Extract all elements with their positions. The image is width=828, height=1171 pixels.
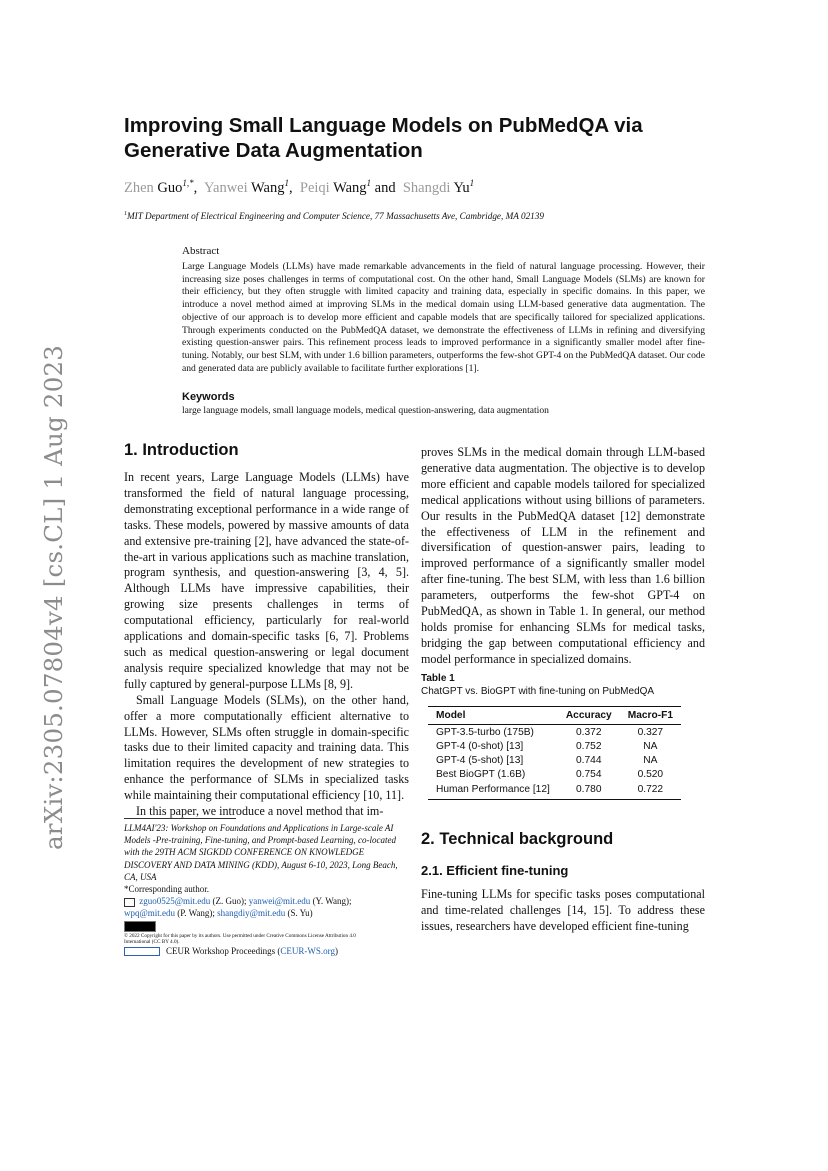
corresponding-author-note: *Corresponding author. xyxy=(124,884,209,895)
table-row xyxy=(428,782,681,799)
table-label: Table 1 xyxy=(421,673,455,684)
paper-title: Improving Small Language Models on PubMedQA via Generative Data Augmentation xyxy=(124,114,643,162)
workshop-footnote: LLM4AI'23: Workshop on Foundations and Applications in Large-scale AI Models -Pre-training, Fine-tuning, and Prompt-based Learning, co-located with the 29TH ACM SIGKDD CONFERENCE ON KNOWLEDGE DISCOVERY AND DATA MINING (KDD), August 6-10, 2023, Long Beach, CA, USA xyxy=(124,823,398,882)
intro-paragraph-3-continued: proves SLMs in the medical domain through LLM-based generative data augmentation. The objective is to develop more efficient and capable models tailored for specialized medical applications without using billions of parameters. Our results in the PubMedQA dataset [12] demonstrate the effectiveness of LLM in the refinement and diversification of question-answer pairs, leading to improved performance of a significantly smaller model after fine-tuning. The best SLM, with less than 1.6 billion parameters, outperforms the few-shot GPT-4 on PubMedQA, as shown in Table 1. In general, our method holds promise for enhancing SLMs for medical tasks, bridging the gap between computational efficiency and model performance in specialized domains. xyxy=(421,445,705,666)
cc-by-badge-icon xyxy=(124,921,156,932)
footnotes xyxy=(124,822,411,957)
table-cell: 0.780 xyxy=(558,782,620,799)
table-cell: 0.752 xyxy=(576,740,602,752)
ceur-line xyxy=(124,945,411,957)
email-owner: (Y. Wang); xyxy=(310,896,352,907)
author-first-name: Zhen xyxy=(124,179,154,196)
email-owner: (Z. Guo); xyxy=(210,896,249,907)
table-header-cell: Model xyxy=(428,707,558,725)
envelope-icon xyxy=(124,898,135,907)
table-cell: Human Performance [12] xyxy=(428,782,558,799)
section-heading-technical-background: 2. Technical background xyxy=(421,830,614,848)
table-cell: GPT-3.5-turbo (175B) xyxy=(436,726,534,738)
section-heading-introduction: 1. Introduction xyxy=(124,441,239,459)
intro-paragraph-1: In recent years, Large Language Models (LLMs) have transformed the field of natural language processing, demonstrating exceptional performance in a wide range of tasks. These models, powered by massive amounts of data and extensive pre-training [2], have advanced the state-of-the-art in various applications such as machine translation, program synthesis, and question-answering [3, 4, 5]. Although LLMs have impressive capabilities, their growing size presents challenges in terms of computational efficiency, particularly for real-world applications and domain-specific tasks [6, 7]. Problems such as medical question-answering or legal document analysis require specialized knowledge that may not be fully captured by general-purpose LLMs [8, 9]. xyxy=(124,470,409,691)
copyright-text: © 2022 Copyright for this paper by its authors. Use permitted under Creative Commons License Attribution 4.0 International (CC BY 4.0). xyxy=(124,933,356,945)
table-cell: 0.327 xyxy=(637,726,664,738)
keywords-heading: Keywords xyxy=(182,391,235,403)
author-first-name: Yanwei xyxy=(204,179,248,196)
table-caption: ChatGPT vs. BioGPT with fine-tuning on PubMedQA xyxy=(421,686,655,697)
arxiv-identifier-stamp xyxy=(14,344,68,850)
author-last-name: Wang xyxy=(251,179,285,196)
author-first-name: Peiqi xyxy=(299,179,330,196)
affiliation-text: MIT Department of Electrical Engineering and Computer Science, 77 Massachusetts Ave, Cambridge, MA 02139 xyxy=(127,211,544,222)
author-last-name: Guo xyxy=(157,179,183,196)
intro-left-column xyxy=(124,470,409,820)
email-link[interactable]: yanwei@mit.edu xyxy=(248,896,311,907)
author-and: and xyxy=(374,179,396,196)
table-cell: 0.722 xyxy=(620,782,681,799)
table-row xyxy=(428,725,681,740)
results-table xyxy=(428,706,681,800)
author-last-name: Yu xyxy=(453,179,470,196)
author-first-name: Shangdi xyxy=(402,179,451,196)
email-link[interactable]: zguo0525@mit.edu xyxy=(139,896,211,907)
author-mark: 1 xyxy=(469,178,475,188)
email-owner: (S. Yu) xyxy=(285,908,313,919)
author-last-name: Wang xyxy=(333,179,367,196)
table-cell: Best BioGPT (1.6B) xyxy=(436,769,526,781)
keywords-text: large language models, small language models, medical question-answering, data augmentation xyxy=(182,405,549,416)
ceur-logo-icon xyxy=(124,947,160,956)
affiliation-mark: 1 xyxy=(124,211,127,217)
ceur-text-close: ) xyxy=(334,946,338,956)
footnote-divider xyxy=(124,818,236,819)
table-cell: GPT-4 (5-shot) [13] xyxy=(436,755,524,767)
table-header-cell: Macro-F1 xyxy=(620,707,681,725)
abstract-text: Large Language Models (LLMs) have made remarkable advancements in the field of natural language processing. However, their increasing size poses challenges in terms of computational cost. On the other hand, Small Language Models (SLMs) are known for their efficiency, but they often struggle with limited capacity and training data, especially in specific domains. In this paper, we introduce a novel method aimed at improving SLMs in the medical domain using LLM-based generative data augmentation. The objective of our approach is to develop more efficient and capable models that are specifically tailored for specialized applications. Through experiments conducted on the PubMedQA dataset, we demonstrate the effectiveness of LLMs in refining and diversifying existing question-answer pairs. This refinement process leads to improved performance in a significantly smaller model after fine-tuning. Notably, our best SLM, with under 1.6 billion parameters, outperforms the few-shot GPT-4 on the PubMedQA dataset. Our code and generated data are publicly available to facilitate further explorations [1]. xyxy=(182,261,705,374)
abstract-heading: Abstract xyxy=(182,245,220,257)
ceur-link[interactable]: CEUR-WS.org xyxy=(280,946,335,956)
table-cell: 0.754 xyxy=(576,769,602,781)
table-cell: 0.372 xyxy=(576,726,602,738)
arxiv-stamp-text: arXiv:2305.07804v4 [cs.CL] 1 Aug 2023 xyxy=(39,344,68,850)
intro-right-column xyxy=(421,445,705,668)
table-cell: 0.744 xyxy=(576,755,602,767)
background-paragraph: Fine-tuning LLMs for specific tasks poses computational and time-related challenges [14, 15]. To address these issues, researchers have developed efficient fine-tuning xyxy=(421,887,705,933)
intro-paragraph-3: In this paper, we introduce a novel method that im- xyxy=(136,804,384,819)
table-header-cell: Accuracy xyxy=(558,707,620,725)
affiliation xyxy=(124,211,544,221)
table-cell: GPT-4 (0-shot) [13] xyxy=(436,740,524,752)
table-row xyxy=(428,754,681,768)
author-list xyxy=(124,178,474,197)
email-owner: (P. Wang); xyxy=(175,908,218,919)
intro-paragraph-2: Small Language Models (SLMs), on the other hand, offer a more computationally efficient alternative to LLMs. However, SLMs often struggle in domain-specific tasks due to their limited capacity and training data. This limitation requires the development of new strategies to enhance the performance of SLMs in specialized tasks while maintaining their computational efficiency [10, 11]. xyxy=(124,692,409,803)
email-link[interactable]: shangdiy@mit.edu xyxy=(217,908,286,919)
author-separator: , xyxy=(289,179,293,196)
copyright-line xyxy=(124,920,411,945)
table-cell: 0.520 xyxy=(637,769,664,781)
table-row xyxy=(428,768,681,782)
table-header-row xyxy=(428,707,681,725)
table-row xyxy=(428,739,681,753)
email-footnote xyxy=(124,895,411,919)
ceur-text: CEUR Workshop Proceedings ( xyxy=(166,946,281,956)
table-cell: NA xyxy=(643,755,658,767)
author-mark: 1 xyxy=(366,178,372,188)
subsection-heading-efficient-fine-tuning: 2.1. Efficient fine-tuning xyxy=(421,863,569,878)
author-mark: 1,* xyxy=(182,178,194,188)
email-link[interactable]: wpq@mit.edu xyxy=(124,908,176,919)
author-mark: 1 xyxy=(284,178,289,188)
author-separator: , xyxy=(193,179,198,196)
table-cell: NA xyxy=(643,740,658,752)
